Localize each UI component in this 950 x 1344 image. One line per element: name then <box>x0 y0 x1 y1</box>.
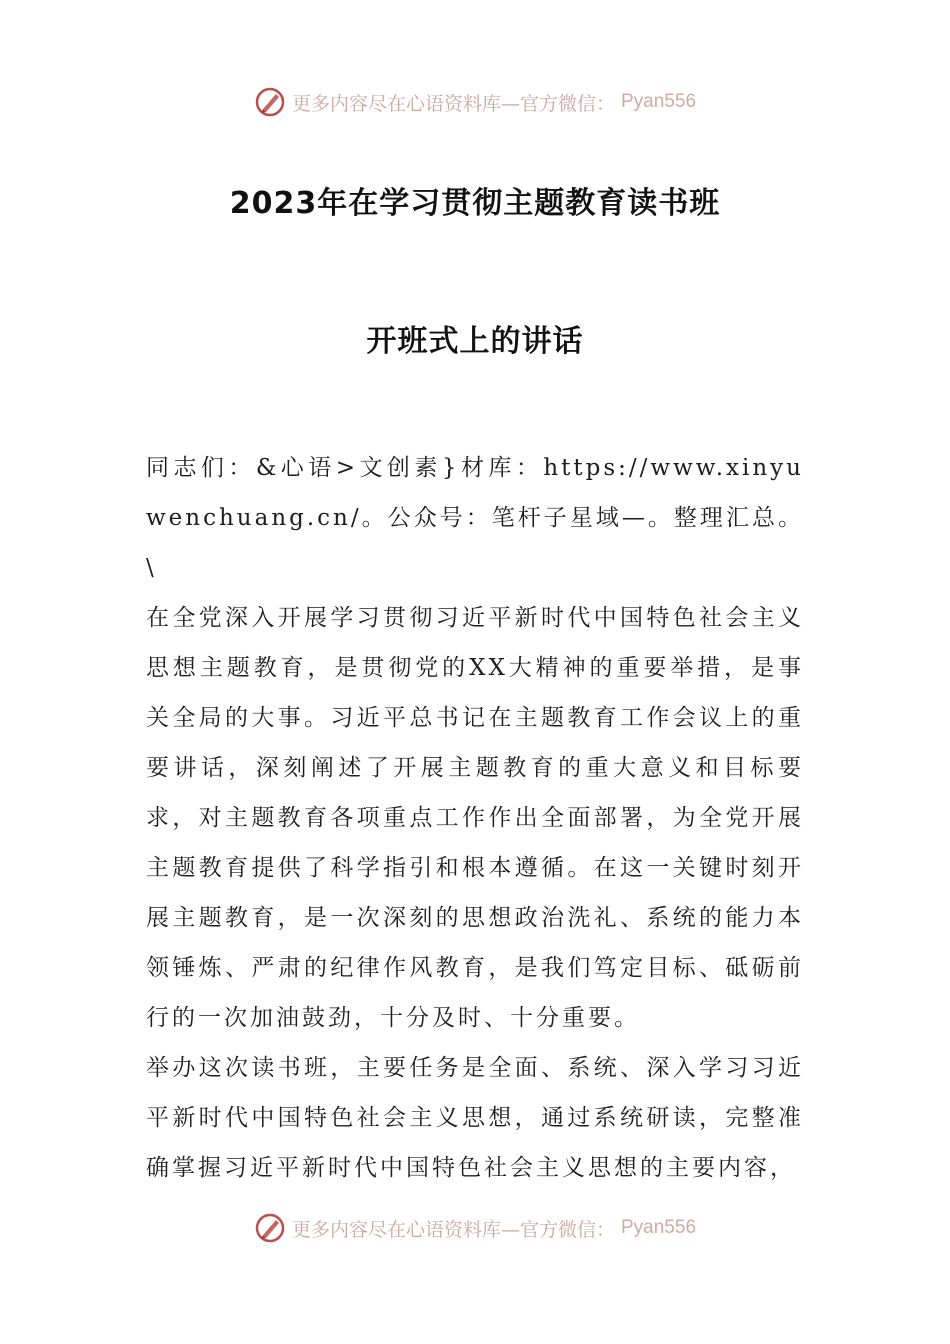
watermark-header <box>0 86 950 118</box>
watermark-handle: Pyan556 <box>621 91 697 112</box>
watermark-footer <box>0 1212 950 1244</box>
paragraph-2: 在全党深入开展学习贯彻习近平新时代中国特色社会主义思想主题教育，是贯彻党的XX大精神的重要举措，是事关全局的大事。习近平总书记在主题教育工作会议上的重要讲话，深刻阐述了开展主题教育的重大意义和目标要求，对主题教育各项重点工作作出全面部署，为全党开展主题教育提供了科学指引和根本遵循。在这一关键时刻开展主题教育，是一次深刻的思想政治洗礼、系统的能力本领锤炼、严肃的纪律作风教育，是我们笃定目标、砥砺前行的一次加油鼓劲，十分及时、十分重要。 <box>146 605 804 1031</box>
paragraph-3: 举办这次读书班，主要任务是全面、系统、深入学习习近平新时代中国特色社会主义思想，通过系统研读，完整准确掌握习近平新时代中国特色社会主义思想的主要内容， <box>146 1055 804 1181</box>
pen-logo-icon <box>254 1212 286 1244</box>
watermark-handle: Pyan556 <box>621 1217 697 1238</box>
watermark-text: 更多内容尽在心语资料库—官方微信： <box>291 1218 615 1241</box>
document-body <box>146 443 804 1193</box>
watermark-text: 更多内容尽在心语资料库—官方微信： <box>291 92 615 115</box>
paragraph-1: 同志们：&心语>文创素}材库：https://www.xinyuwenchuang.cn/。公众号：笔杆子星域—。整理汇总。\ <box>146 455 804 581</box>
document-title-line-1: 2023年在学习贯彻主题教育读书班 <box>229 186 721 221</box>
pen-logo-icon <box>254 86 286 118</box>
document-title-line-2: 开班式上的讲话 <box>366 324 584 359</box>
